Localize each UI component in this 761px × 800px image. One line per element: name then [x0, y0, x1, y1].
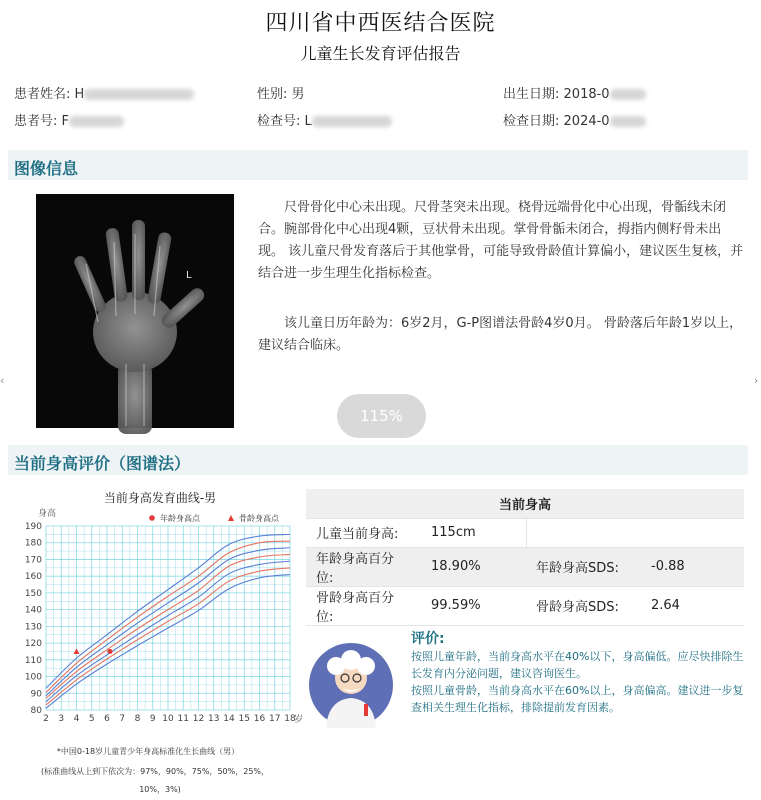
chart-y-tick-label: 100 [24, 672, 42, 683]
gender-label: 性别: [257, 87, 288, 102]
chart-x-axis-label: 岁 [294, 715, 304, 725]
doctor-cartoon-icon [308, 642, 394, 728]
chart-x-tick-label: 2 [43, 714, 49, 724]
chart-x-tick-label: 3 [58, 714, 65, 724]
dob-value: 2018-0 [563, 87, 610, 102]
legend-marker-triangle [228, 515, 234, 521]
patient-id-label: 患者号: [14, 114, 58, 129]
chart-footnote-1: *中国0-18岁儿童青少年身高标准化生长曲线（男） [56, 747, 240, 756]
finding-paragraph-2: 该儿童日历年龄为：6岁2月，G-P图谱法骨龄4岁0月。 骨龄落后年龄1岁以上，建议结合临床。 [258, 316, 743, 353]
age-sds-label: 年龄身高SDS: [526, 547, 641, 586]
gender-value: 男 [291, 87, 305, 102]
chart-y-tick-label: 190 [24, 522, 42, 532]
evaluation-title: 评价: [411, 631, 445, 647]
height-table [306, 489, 744, 626]
image-section-title: 图像信息 [14, 159, 79, 178]
hand-xray-image [36, 194, 234, 428]
exam-no-row [257, 110, 392, 129]
hospital-name: 四川省中西医结合医院 [265, 11, 496, 36]
exam-date-label: 检查日期: [503, 114, 560, 129]
bone-percentile-value: 99.59% [421, 586, 526, 625]
chart-y-tick-label: 90 [30, 689, 42, 700]
gender-row [257, 83, 305, 102]
redaction [610, 89, 646, 100]
dob-row [503, 83, 646, 102]
chart-y-tick-label: 150 [24, 588, 42, 599]
chart-x-tick-label: 8 [134, 714, 141, 724]
bone-percentile-label: 骨龄身高百分位: [306, 586, 421, 625]
redaction [312, 116, 392, 127]
patient-name-row [14, 83, 194, 102]
current-height-value: 115cm [421, 518, 526, 547]
legend-label-bone: 骨龄身高点 [239, 514, 279, 523]
scroll-left-icon[interactable]: ‹ [0, 374, 5, 387]
current-height-label: 儿童当前身高: [306, 518, 421, 547]
redaction [84, 89, 194, 100]
exam-date-row [503, 110, 646, 129]
chart-x-tick-label: 16 [253, 714, 266, 724]
scroll-right-icon[interactable]: › [754, 374, 759, 387]
chart-footnote-3: 10%，3%) [139, 785, 181, 794]
bone-sds-label: 骨龄身高SDS: [526, 586, 641, 625]
table-header: 当前身高 [306, 489, 744, 518]
chart-x-tick-label: 18 [284, 714, 296, 724]
legend-label-age: 年龄身高点 [160, 514, 200, 523]
chart-y-tick-label: 110 [24, 655, 42, 666]
chart-x-tick-label: 12 [192, 714, 205, 724]
chart-y-tick-label: 170 [24, 555, 42, 566]
age-sds-value: -0.88 [641, 547, 744, 586]
chart-x-tick-label: 9 [149, 714, 156, 724]
growth-chart-svg [10, 484, 304, 796]
chart-x-tick-label: 13 [208, 714, 220, 724]
chart-x-tick-label: 5 [88, 714, 95, 724]
chart-y-axis-label: 身高 [38, 509, 57, 519]
table-row [306, 547, 744, 586]
legend-marker-circle [149, 515, 155, 521]
table-row [306, 586, 744, 625]
dob-label: 出生日期: [503, 87, 560, 102]
chart-x-tick-label: 14 [223, 714, 235, 724]
chart-x-tick-label: 4 [73, 714, 80, 724]
age-percentile-value: 18.90% [421, 547, 526, 586]
bone-sds-value: 2.64 [641, 586, 744, 625]
patient-name-value: H [74, 87, 85, 102]
zoom-indicator[interactable]: 115% [337, 394, 426, 438]
chart-x-tick-label: 10 [162, 714, 174, 724]
height-section-title: 当前身高评价（图谱法） [14, 454, 191, 473]
age-percentile-label: 年龄身高百分位: [306, 547, 421, 586]
chart-y-tick-label: 160 [24, 572, 42, 583]
redaction [610, 116, 646, 127]
doctor-avatar [308, 642, 394, 728]
exam-no-label: 检查号: [257, 114, 301, 129]
patient-name-label: 患者姓名: [14, 87, 71, 102]
table-row [306, 518, 744, 547]
exam-no-value: L [304, 114, 312, 129]
redaction [69, 116, 124, 127]
chart-x-tick-label: 17 [269, 714, 281, 724]
chart-y-tick-label: 120 [24, 639, 42, 650]
report-title: 儿童生长发育评估报告 [300, 44, 461, 63]
patient-id-value: F [61, 114, 70, 129]
xray-side-marker: L [186, 270, 192, 281]
growth-chart [10, 484, 304, 796]
evaluation-text-1: 按照儿童年龄，当前身高水平在40%以下，身高偏低。应尽快排除生长发育内分泌问题，建议咨询医生。 [411, 650, 744, 680]
patient-id-row [14, 110, 124, 129]
hand-xray-drawing [36, 194, 234, 428]
exam-date-value: 2024-0 [563, 114, 610, 129]
chart-y-tick-label: 180 [24, 538, 42, 549]
chart-title: 当前身高发育曲线-男 [103, 491, 217, 505]
chart-x-tick-label: 15 [238, 714, 250, 724]
chart-y-tick-label: 80 [30, 706, 42, 716]
chart-x-tick-label: 11 [177, 714, 189, 724]
chart-footnote-2: (标准曲线从上到下依次为：97%，90%，75%，50%，25%， [40, 767, 270, 776]
table-header-row [306, 489, 744, 518]
chart-x-tick-label: 6 [104, 714, 110, 724]
chart-point-bone-age-height [74, 648, 80, 654]
chart-x-tick-label: 7 [119, 714, 126, 724]
chart-y-tick-label: 130 [24, 622, 42, 633]
image-section-bar [8, 150, 748, 180]
chart-y-tick-label: 140 [24, 605, 42, 616]
evaluation-text-2: 按照儿童骨龄，当前身高水平在60%以上，身高偏高。建议进一步复查相关生理生化指标，排除提前发育因素。 [411, 684, 744, 714]
chart-point-age-height [108, 649, 113, 654]
finding-paragraph-1: 尺骨骨化中心未出现。尺骨茎突未出现。桡骨远端骨化中心出现，骨骺线未闭合。腕部骨化中心出现4颗，豆状骨未出现。掌骨骨骺未闭合，拇指内侧籽骨未出现。 该儿童尺骨发育落后于其他掌骨，可能导致骨龄值计算偏小，建议医生复核，并结合进一步生理生化指标检查。 [258, 200, 744, 281]
